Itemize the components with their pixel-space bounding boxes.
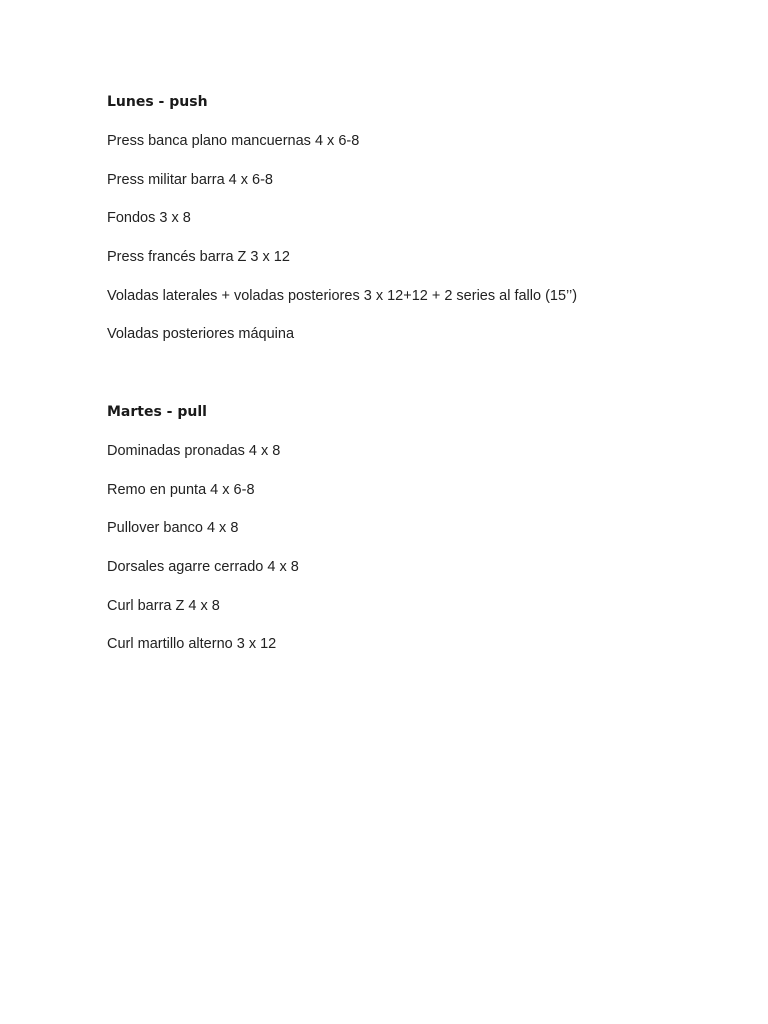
section-martes [107, 403, 299, 674]
section-heading: Lunes - push [107, 94, 208, 110]
exercise-item: Voladas laterales + voladas posteriores 3 x 12+12 + 2 series al fallo (15’’) [107, 287, 578, 304]
exercise-item: Remo en punta 4 x 6-8 [107, 481, 255, 498]
exercise-item: Press militar barra 4 x 6-8 [107, 171, 273, 188]
exercise-item: Pullover banco 4 x 8 [107, 520, 239, 537]
exercise-item: Press banca plano mancuernas 4 x 6-8 [107, 133, 360, 149]
section-heading: Martes - pull [107, 404, 207, 420]
exercise-item: Dorsales agarre cerrado 4 x 8 [107, 559, 299, 576]
exercise-item: Curl martillo alterno 3 x 12 [107, 636, 277, 653]
exercise-item: Press francés barra Z 3 x 12 [107, 249, 290, 266]
exercise-item: Curl barra Z 4 x 8 [107, 597, 220, 614]
exercise-item: Voladas posteriores máquina [107, 326, 295, 343]
exercise-item: Dominadas pronadas 4 x 8 [107, 443, 281, 459]
exercise-item: Fondos 3 x 8 [107, 210, 191, 227]
section-lunes [107, 93, 577, 364]
